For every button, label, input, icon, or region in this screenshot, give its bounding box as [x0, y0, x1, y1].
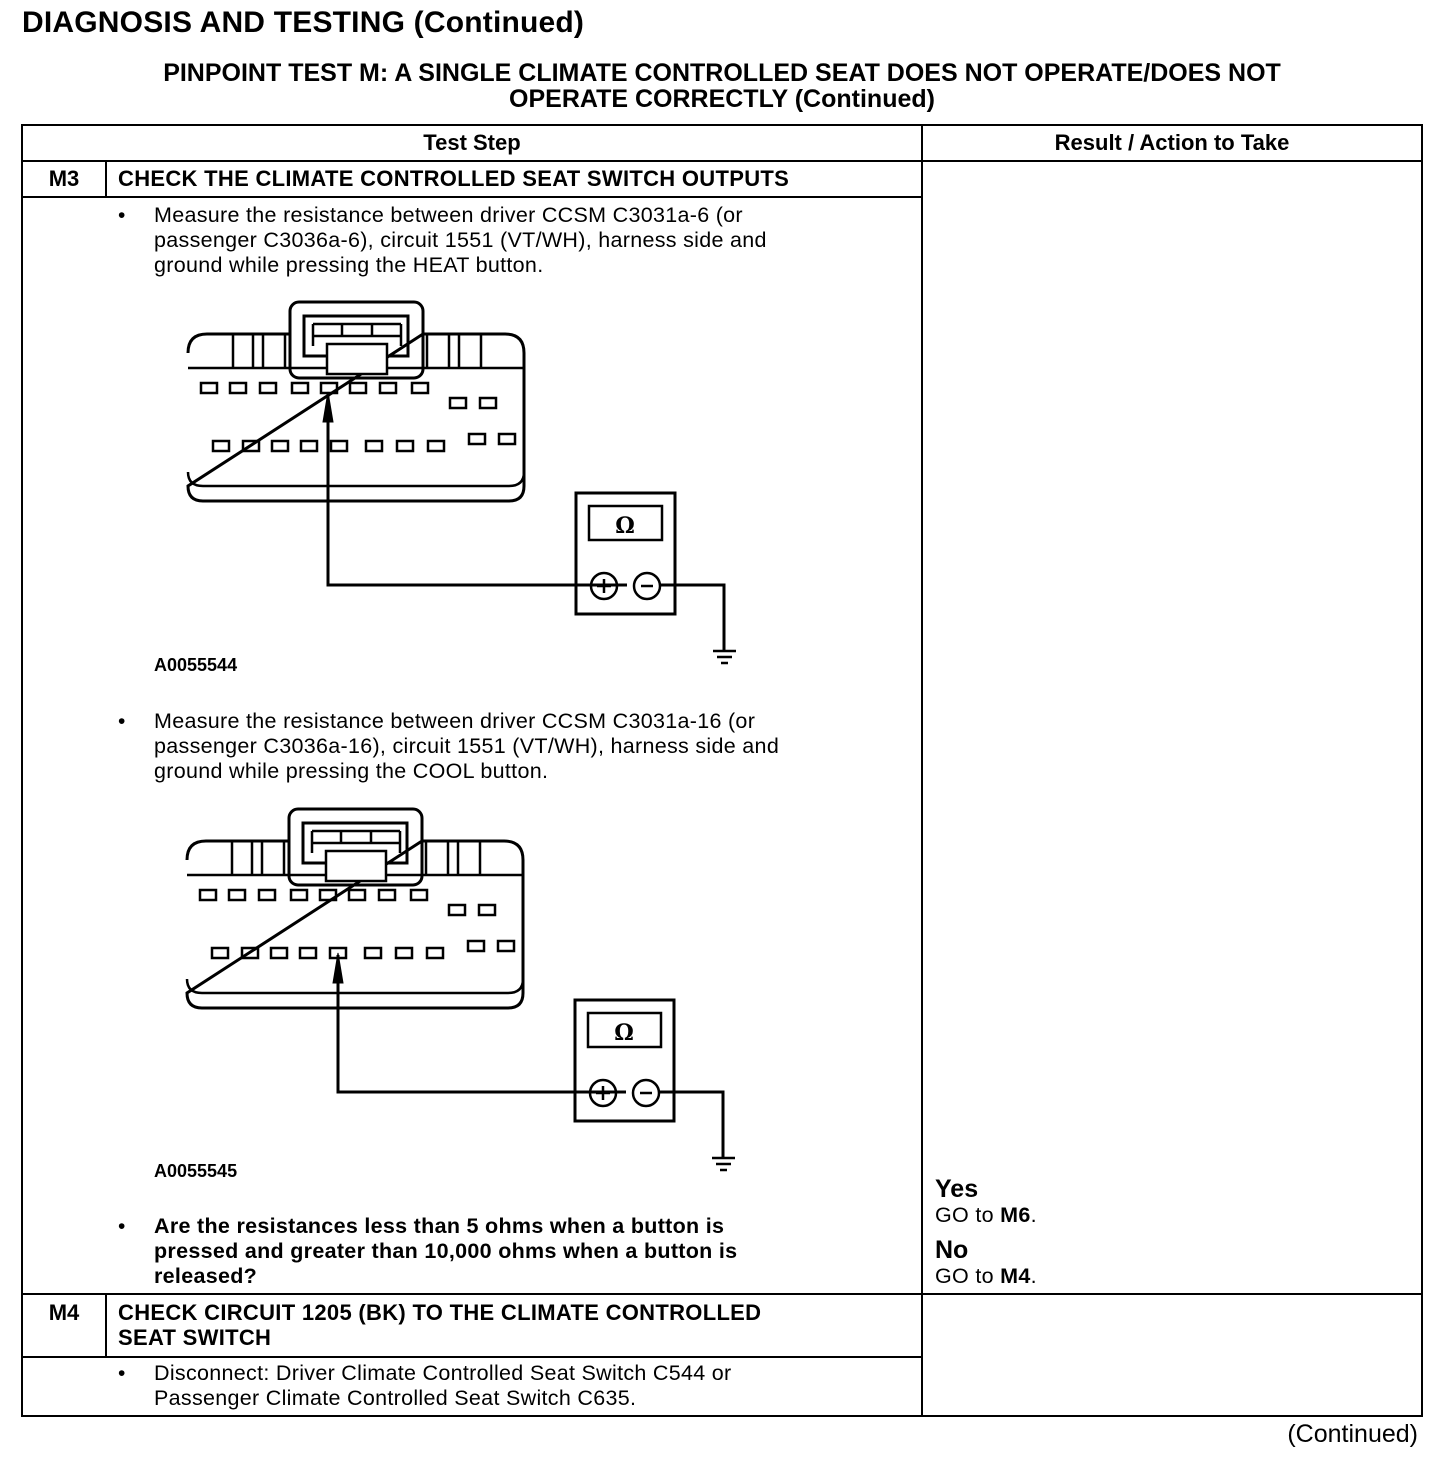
- m3-question-line: released?: [154, 1264, 258, 1288]
- result-no-action: [935, 1264, 1037, 1289]
- m3-bullet-3: •: [118, 1215, 126, 1238]
- m3-question-line: Are the resistances less than 5 ohms when a button is: [154, 1214, 725, 1238]
- m3-step-title: CHECK THE CLIMATE CONTROLLED SEAT SWITCH OUTPUTS: [118, 166, 790, 191]
- m4-step-1-line: Disconnect: Driver Climate Controlled Seat Switch C544 or: [154, 1361, 732, 1385]
- m3-question-line: pressed and greater than 10,000 ohms when a button is: [154, 1239, 738, 1263]
- m4-step-title: [118, 1300, 761, 1350]
- ohm-symbol: Ω: [615, 513, 635, 539]
- m3-step-2-line: passenger C3036a-16), circuit 1551 (VT/WH), harness side and: [154, 734, 780, 758]
- m4-title-divider: [23, 1356, 921, 1358]
- m4-step-1-line: Passenger Climate Controlled Seat Switch C635.: [154, 1386, 637, 1410]
- column-divider: [921, 126, 923, 1415]
- m3-bullet-2: •: [118, 710, 126, 733]
- m3-step-2-line: ground while pressing the COOL button.: [154, 759, 549, 783]
- result-no-period: .: [1030, 1264, 1037, 1288]
- figure-id-1: A0055544: [154, 655, 238, 675]
- m3-step-2-line: Measure the resistance between driver CCSM C3031a-16 (or: [154, 709, 756, 733]
- m3-step-1-line: Measure the resistance between driver CCSM C3031a-6 (or: [154, 203, 743, 227]
- header-result-action: Result / Action to Take: [1054, 130, 1290, 155]
- test-table: [21, 124, 1423, 1417]
- connector-ohmmeter-diagram-heat: [183, 296, 635, 676]
- m3-step-1-text: [154, 203, 914, 278]
- header-divider: [23, 160, 1421, 162]
- m3-title-divider: [23, 196, 921, 198]
- m4-step-1-text: [154, 1361, 914, 1411]
- continued-footer: (Continued): [1287, 1420, 1418, 1448]
- result-yes-label: Yes: [935, 1175, 979, 1203]
- m4-bullet-1: •: [118, 1362, 126, 1385]
- result-yes-action: [935, 1203, 1037, 1228]
- result-yes-target: M6: [1000, 1203, 1031, 1227]
- m3-step-1-line: ground while pressing the HEAT button.: [154, 253, 544, 277]
- result-no-label: No: [935, 1236, 969, 1264]
- result-no-action-prefix: GO to: [935, 1264, 1001, 1288]
- ohm-symbol: Ω: [614, 1020, 634, 1046]
- m3-question-text: [154, 1214, 914, 1289]
- ohmmeter: [576, 493, 736, 663]
- header-test-step: Test Step: [423, 130, 521, 155]
- m3-m4-divider: [23, 1293, 1421, 1295]
- pinpoint-test-title: [22, 60, 1422, 112]
- page-title: DIAGNOSIS AND TESTING (Continued): [22, 6, 585, 39]
- m3-step-1-line: passenger C3036a-6), circuit 1551 (VT/WH), harness side and: [154, 228, 767, 252]
- m4-id-divider: [105, 1293, 107, 1356]
- result-no-target: M4: [1000, 1264, 1031, 1288]
- m4-step-id: M4: [48, 1300, 80, 1325]
- m4-step-title-line2: SEAT SWITCH: [118, 1325, 272, 1350]
- m3-step-2-text: [154, 709, 914, 784]
- result-yes-action-prefix: GO to: [935, 1203, 1001, 1227]
- m3-bullet-1: •: [118, 204, 126, 227]
- pinpoint-test-title-line1: PINPOINT TEST M: A SINGLE CLIMATE CONTROLLED SEAT DOES NOT OPERATE/DOES NOT: [163, 59, 1281, 87]
- pinpoint-test-title-line2: OPERATE CORRECTLY (Continued): [509, 85, 935, 113]
- m3-id-divider: [105, 160, 107, 196]
- test-lead-positive: [328, 394, 627, 585]
- connector-ohmmeter-diagram-cool: [182, 803, 634, 1183]
- m4-step-title-line1: CHECK CIRCUIT 1205 (BK) TO THE CLIMATE CONTROLLED: [118, 1300, 762, 1325]
- figure-id-2: A0055545: [154, 1161, 238, 1181]
- m3-step-id: M3: [48, 166, 80, 191]
- result-yes-period: .: [1030, 1203, 1037, 1227]
